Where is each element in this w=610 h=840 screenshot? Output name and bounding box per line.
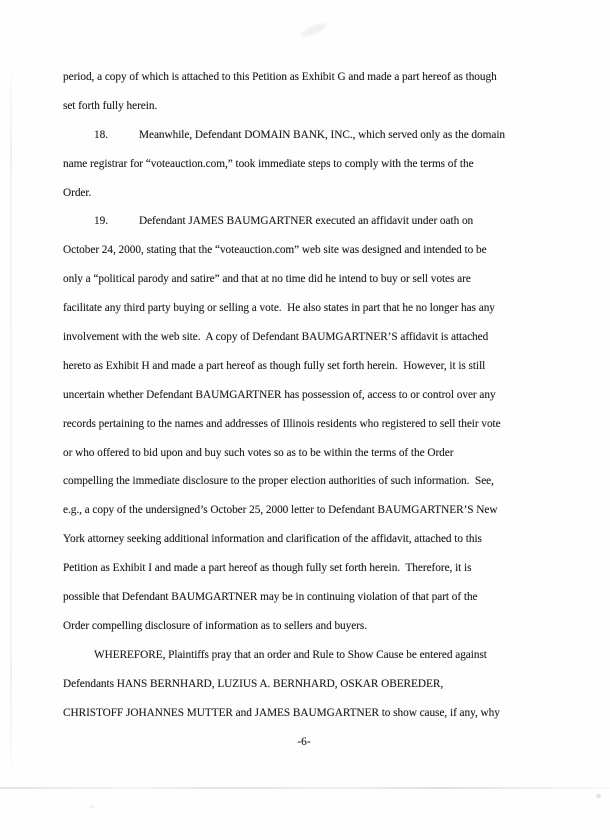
document-line: period, a copy of which is attached to this Petition as Exhibit G and made a part hereof as though <box>63 71 497 83</box>
scan-artifact-dot <box>596 794 601 798</box>
document-line: October 24, 2000, stating that the “voteauction.com” web site was designed and intended to be <box>63 244 487 257</box>
scan-artifact-bottom-edge <box>0 787 610 789</box>
document-line: involvement with the web site. A copy of Defendant BAUMGARTNER’S affidavit is attached <box>63 331 489 344</box>
document-line <box>63 207 545 236</box>
document-line: facilitate any third party buying or selling a vote. He also states in part that he no longer has any <box>63 302 495 315</box>
document-line: WHEREFORE, Plaintiffs pray that an order and Rule to Show Cause be entered against <box>94 648 487 661</box>
document-line: compelling the immediate disclosure to the proper election authorities of such information. See, <box>63 475 494 488</box>
page-number: -6- <box>297 736 311 748</box>
document-line: only a “political parody and satire” and that at no time did he intend to buy or sell votes are <box>63 273 471 286</box>
document-line: possible that Defendant BAUMGARTNER may be in continuing violation of that part of the <box>63 591 478 604</box>
document-line: CHRISTOFF JOHANNES MUTTER and JAMES BAUMGARTNER to show cause, if any, why <box>63 706 500 719</box>
document-line: or who offered to bid upon and buy such votes so as to be within the terms of the Order <box>63 446 454 459</box>
document-line: Petition as Exhibit I and made a part hereof as though fully set forth herein. Therefore, it is <box>63 562 472 575</box>
scan-artifact-dot <box>90 805 94 808</box>
document-line: Order. <box>63 186 92 199</box>
paragraph-number: 18. <box>94 128 108 141</box>
paragraph-number: 19. <box>94 215 108 228</box>
scan-artifact-smudge <box>300 21 329 40</box>
document-line: Order compelling disclosure of information as to sellers and buyers. <box>63 619 368 632</box>
document-line <box>63 121 545 150</box>
document-line: hereto as Exhibit H and made a part hereof as though fully set forth herein. However, it is still <box>63 359 486 372</box>
document-line-text: Defendant JAMES BAUMGARTNER executed an affidavit under oath on <box>138 215 474 228</box>
document-line: set forth fully herein. <box>63 99 158 112</box>
document-line: Defendants HANS BERNHARD, LUZIUS A. BERNHARD, OSKAR OBEREDER, <box>63 677 444 690</box>
document-line: e.g., a copy of the undersigned’s October 25, 2000 letter to Defendant BAUMGARTNER’S New <box>63 504 498 517</box>
document-line: records pertaining to the names and addresses of Illinois residents who registered to sell their vote <box>63 417 501 430</box>
document-line: name registrar for “voteauction.com,” took immediate steps to comply with the terms of the <box>63 157 474 170</box>
document-line-text: Meanwhile, Defendant DOMAIN BANK, INC., which served only as the domain <box>138 128 506 141</box>
document-line: uncertain whether Defendant BAUMGARTNER has possession of, access to or control over any <box>63 388 496 401</box>
scan-artifact-left-streak <box>10 55 12 790</box>
document-body <box>63 63 545 727</box>
document-line: York attorney seeking additional information and clarification of the affidavit, attached to this <box>63 533 482 546</box>
